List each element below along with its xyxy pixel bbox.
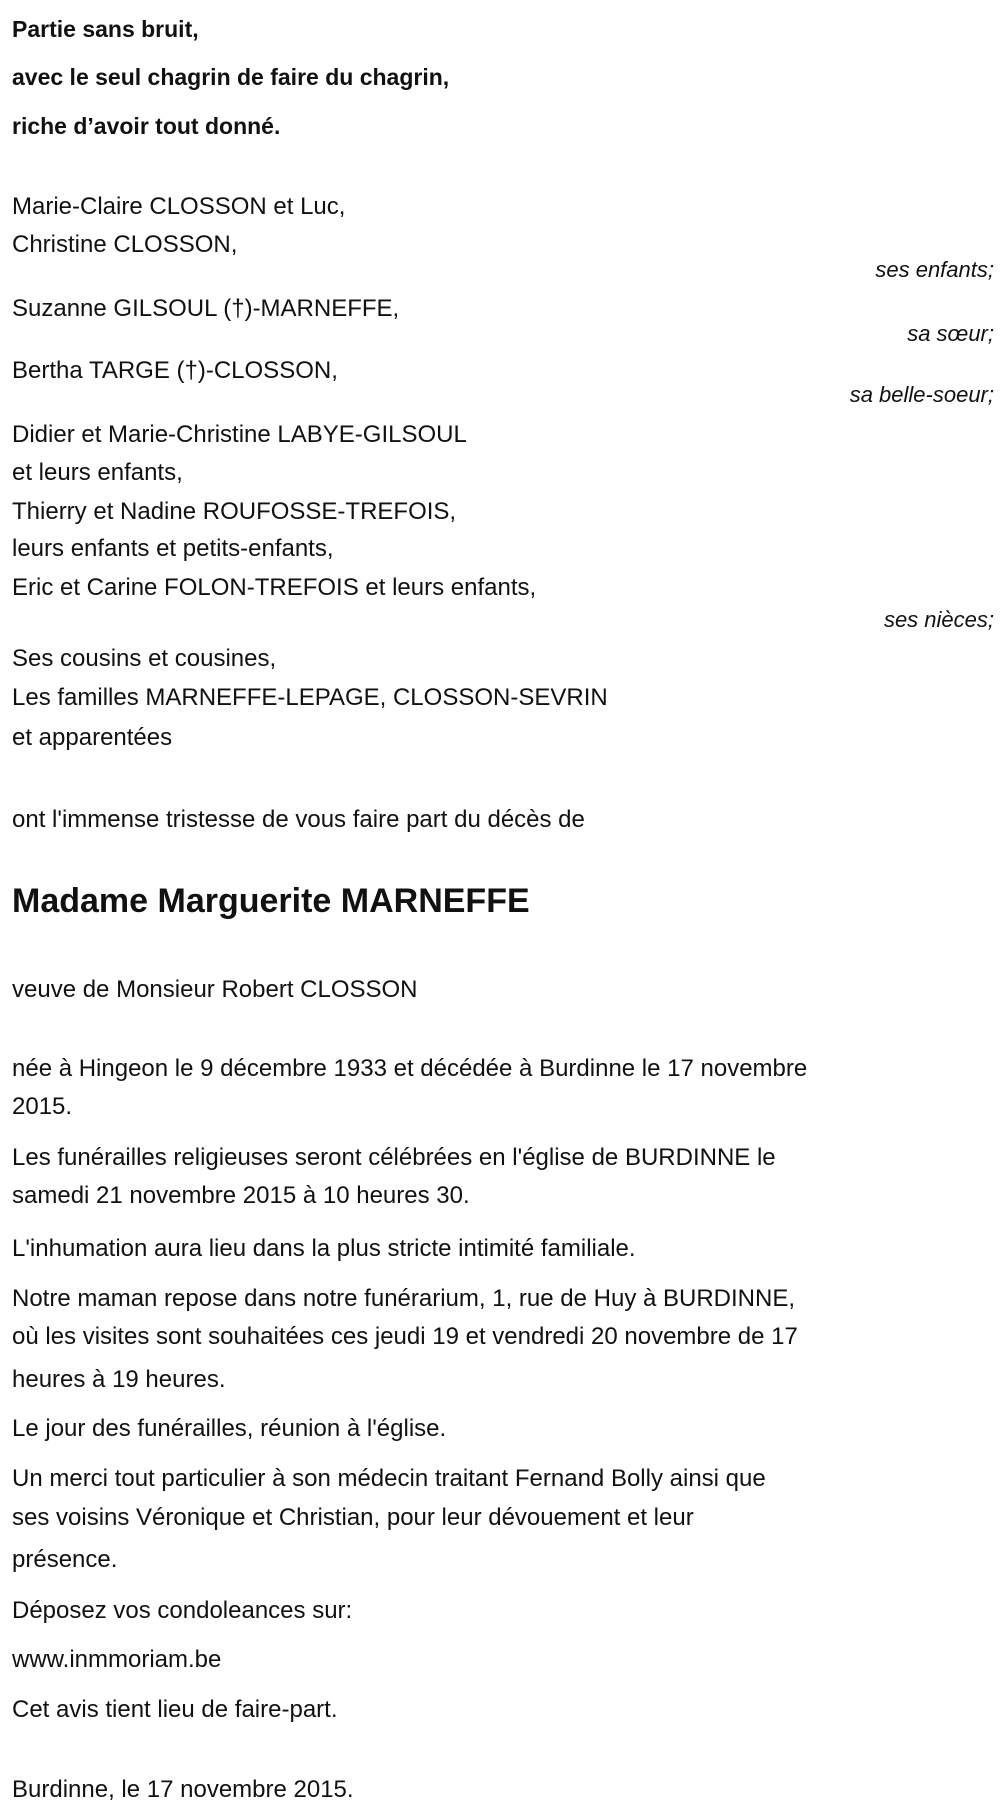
place-date: Burdinne, le 17 novembre 2015.	[12, 1776, 354, 1803]
family-line: et leurs enfants,	[12, 459, 183, 486]
condolences-link[interactable]: www.inmmoriam.be	[12, 1646, 222, 1673]
announcement: ont l'immense tristesse de vous faire part du décès de	[12, 806, 585, 833]
detail-line: heures à 19 heures.	[12, 1366, 226, 1393]
family-line: Marie-Claire CLOSSON et Luc,	[12, 193, 346, 220]
poem-line: Partie sans bruit,	[12, 16, 199, 42]
family-line: Christine CLOSSON,	[12, 231, 238, 258]
detail-line: ses voisins Véronique et Christian, pour leur dévouement et leur	[12, 1504, 694, 1531]
relation-label: sa sœur;	[907, 321, 994, 346]
family-line: Bertha TARGE (†)-CLOSSON,	[12, 357, 338, 384]
deceased-name: Madame Marguerite MARNEFFE	[12, 882, 530, 920]
family-line: Ses cousins et cousines,	[12, 645, 277, 672]
family-line: Suzanne GILSOUL (†)-MARNEFFE,	[12, 295, 400, 322]
detail-line: Le jour des funérailles, réunion à l'église.	[12, 1415, 447, 1442]
family-line: Eric et Carine FOLON-TREFOIS et leurs enfants,	[12, 574, 537, 601]
family-line: Thierry et Nadine ROUFOSSE-TREFOIS,	[12, 498, 457, 525]
detail-line: L'inhumation aura lieu dans la plus stricte intimité familiale.	[12, 1235, 636, 1262]
detail-line: samedi 21 novembre 2015 à 10 heures 30.	[12, 1182, 470, 1209]
detail-line: Déposez vos condoleances sur:	[12, 1597, 353, 1624]
detail-line: présence.	[12, 1546, 118, 1573]
family-line: et apparentées	[12, 724, 173, 751]
detail-line: Un merci tout particulier à son médecin traitant Fernand Bolly ainsi que	[12, 1465, 766, 1492]
poem-line: riche d’avoir tout donné.	[12, 113, 281, 139]
poem-line: avec le seul chagrin de faire du chagrin,	[12, 64, 450, 90]
detail-line: où les visites sont souhaitées ces jeudi 19 et vendredi 20 novembre de 17	[12, 1323, 798, 1350]
family-line: Les familles MARNEFFE-LEPAGE, CLOSSON-SEVRIN	[12, 684, 608, 711]
relation-label: ses enfants;	[875, 257, 994, 282]
family-line: Didier et Marie-Christine LABYE-GILSOUL	[12, 421, 467, 448]
widow-of: veuve de Monsieur Robert CLOSSON	[12, 976, 418, 1003]
detail-line: Cet avis tient lieu de faire-part.	[12, 1696, 338, 1723]
detail-line: née à Hingeon le 9 décembre 1933 et décédée à Burdinne le 17 novembre	[12, 1055, 808, 1082]
family-line: leurs enfants et petits-enfants,	[12, 535, 334, 562]
detail-line: Notre maman repose dans notre funérarium, 1, rue de Huy à BURDINNE,	[12, 1285, 796, 1312]
relation-label: sa belle-soeur;	[849, 382, 994, 407]
detail-line: 2015.	[12, 1093, 73, 1120]
relation-label: ses nièces;	[883, 607, 994, 632]
detail-line: Les funérailles religieuses seront célébrées en l'église de BURDINNE le	[12, 1144, 776, 1171]
